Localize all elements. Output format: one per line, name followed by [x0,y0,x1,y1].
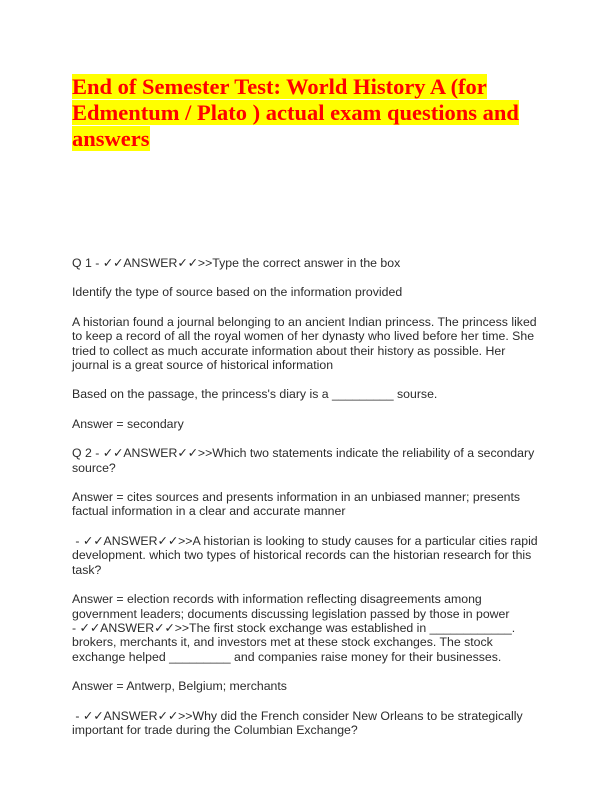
title-highlight: End of Semester Test: World History A (for Edmentum / Plato ) actual exam questions and answers [72,74,519,151]
question-4-heading: - ✓✓ANSWER✓✓>>The first stock exchange was established in ____________. brokers, merchants it, and investors met at these stock exchanges. The stock exchange helped _________ and companies raise money for their businesses. [72,620,516,664]
question-2-answer: Answer = cites sources and presents information in an unbiased manner; presents factual information in a clear and accurate manner [72,490,521,519]
question-1-prompt: Based on the passage, the princess's diary is a _________ sourse. [72,387,438,402]
question-2-heading: Q 2 - ✓✓ANSWER✓✓>>Which two statements indicate the reliability of a secondary source? [72,446,535,475]
document-title [72,74,542,152]
question-3-answer: Answer = election records with information reflecting disagreements among government leaders; documents discussing legislation passed by those in power [72,592,510,621]
document-body [72,256,542,737]
question-1-heading: Q 1 - ✓✓ANSWER✓✓>>Type the correct answer in the box [72,256,401,270]
question-1-instruction: Identify the type of source based on the information provided [72,285,403,300]
question-5-heading: - ✓✓ANSWER✓✓>>Why did the French consider New Orleans to be strategically important for trade during the Columbian Exchange? [72,708,527,737]
question-4-answer: Answer = Antwerp, Belgium; merchants [72,679,287,694]
question-1-answer: Answer = secondary [72,416,184,431]
question-3-heading: - ✓✓ANSWER✓✓>>A historian is looking to study causes for a particular cities rapid development. which two types of historical records can the historian research for this task? [72,533,542,577]
question-1-passage: A historian found a journal belonging to an ancient Indian princess. The princess liked to keep a record of all the royal women of her dynasty who lived before her time. She tried to collect as much accurate information about their history as possible. Her journal is a great source of historical information [72,314,537,373]
